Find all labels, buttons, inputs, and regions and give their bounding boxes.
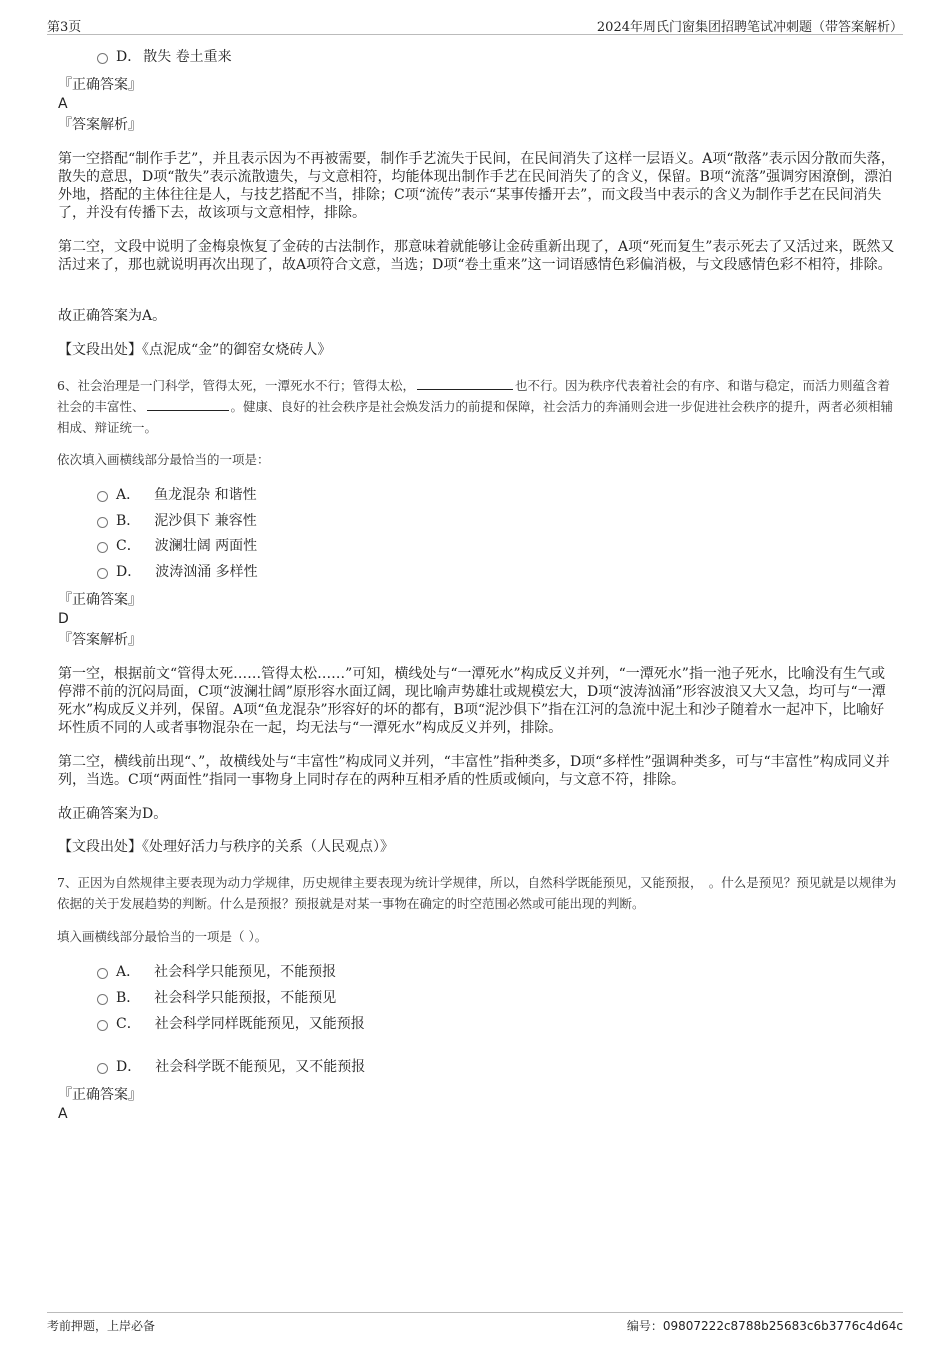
q6-analysis-p1: 第一空，根据前文“管得太死……管得太松……”可知，横线处与“一潭死水”构成反义并列，“一潭死水”指一池子死水，比喻没有生气或停滞不前的沉闷局面，C项“波澜壮阔”原形容水面辽阔，现比喻声势雄壮或规模宏大，D项“波涛汹涌”形容波浪又大又急，均可与“一潭死水”构成反义并列，保留。A项“鱼龙混杂”形容好的坏的都有，B项“泥沙俱下”指在江河的急流中泥土和沙子随着水一起冲下，比喻好坏性质不同的人或者事物混杂在一起，均无法与“一潭死水”构成反义并列，排除。 (58, 666, 886, 736)
option-text: 波澜壮阔 两面性 (154, 538, 258, 554)
q5-answer-label: 『正确答案』 (58, 77, 142, 93)
page-header (47, 14, 903, 35)
document-title: 2024年周氏门窗集团招聘笔试冲刺题（带答案解析） (596, 20, 903, 35)
q7-option-d[interactable] (97, 1058, 365, 1076)
q6-analysis-p2: 第二空，横线前出现“、”，故横线处与“丰富性”构成同义并列，“丰富性”指种类多，D项“多样性”强调种类多，可与“丰富性”构成同义并列，当选。C项“两面性”指同一事物身上同时存在的两种互相矛盾的性质或倾向，与文意不符，排除。 (58, 754, 890, 788)
q6-option-d[interactable] (97, 563, 258, 581)
q6-text-part-b: 也不行。因为秩序代表着社会的有序、和谐与稳定，而活力则蕴含着社会的丰富性、 (57, 378, 890, 414)
q6-question-text (57, 375, 897, 438)
radio-icon[interactable] (97, 491, 108, 502)
radio-icon[interactable] (97, 568, 108, 579)
option-text: 社会科学既不能预见，又不能预报 (155, 1059, 366, 1075)
option-text: 社会科学同样既能预见，又能预报 (154, 1016, 365, 1032)
q6-text-part-a: 6、社会治理是一门科学，管得太死，一潭死水不行；管得太松， (57, 378, 415, 393)
radio-icon[interactable] (97, 968, 108, 979)
q5-option-d[interactable] (97, 48, 232, 66)
document-serial: 编号：09807222c8788b25683c6b3776c4d64c (626, 1319, 903, 1333)
option-letter: D． (116, 564, 142, 580)
q5-answer: A (58, 96, 68, 112)
option-letter: C． (116, 538, 141, 554)
q6-answer: D (58, 611, 69, 627)
option-text: 散失 卷土重来 (143, 49, 232, 65)
q6-prompt: 依次填入画横线部分最恰当的一项是： (57, 452, 270, 467)
radio-icon[interactable] (97, 1020, 108, 1031)
q6-blank-2 (147, 397, 229, 411)
q6-text-part-c: 。健康、良好的社会秩序是社会焕发活力的前提和保障，社会活力的奔涌则会进一步促进社会秩序的提升，两者必须相辅相成、辩证统一。 (57, 399, 894, 435)
q6-option-b[interactable] (97, 512, 257, 530)
q5-analysis-p2: 第二空，文段中说明了金梅泉恢复了金砖的古法制作，那意味着就能够让金砖重新出现了，A项“死而复生”表示死去了又活过来，既然又活过来了，那也就说明再次出现了，故A项符合文意，当选；D项“卷土重来”这一词语感情色彩偏消极，与文段感情色彩不相符，排除。 (58, 239, 895, 273)
q7-answer: A (58, 1106, 68, 1122)
radio-icon[interactable] (97, 517, 108, 528)
radio-icon[interactable] (97, 53, 108, 64)
option-letter: A． (116, 487, 141, 503)
page-number: 第3页 (47, 20, 82, 35)
radio-icon[interactable] (97, 1063, 108, 1074)
q7-option-c[interactable] (97, 1015, 365, 1033)
option-text: 泥沙俱下 兼容性 (154, 513, 257, 529)
option-letter: D． (116, 49, 142, 65)
q6-option-a[interactable] (97, 486, 257, 504)
radio-icon[interactable] (97, 994, 108, 1005)
option-text: 鱼龙混杂 和谐性 (154, 487, 257, 503)
option-letter: B． (116, 513, 141, 529)
q7-option-a[interactable] (97, 963, 336, 981)
option-text: 波涛汹涌 多样性 (155, 564, 258, 580)
option-letter: C． (116, 1016, 141, 1032)
q6-answer-label: 『正确答案』 (58, 592, 142, 608)
q5-conclusion: 故正确答案为A。 (58, 308, 167, 324)
page-footer (47, 1312, 903, 1333)
q7-answer-label: 『正确答案』 (58, 1087, 142, 1103)
q6-option-c[interactable] (97, 537, 257, 555)
option-letter: B． (116, 990, 141, 1006)
q7-option-b[interactable] (97, 989, 336, 1007)
q6-blank-1 (417, 376, 513, 390)
q6-source: 【文段出处】《处理好活力与秩序的关系（人民观点）》 (58, 839, 394, 855)
q5-analysis-p1: 第一空搭配“制作手艺”，并且表示因为不再被需要，制作手艺流失于民间，在民间消失了这样一层语义。A项“散落”表示因分散而失落，散失的意思，D项“散失”表示流散遗失，与文意相符，均能体现出制作手艺在民间消失了的含义，保留。B项“流落”强调穷困潦倒，漂泊外地，搭配的主体往往是人，与技艺搭配不当，排除；C项“流传”表示“某事传播开去”，而文段当中表示的含义为制作手艺在民间消失了，并没有传播下去，故该项与文意相悖，排除。 (58, 151, 895, 221)
footer-slogan: 考前押题，上岸必备 (47, 1319, 156, 1333)
q7-prompt: 填入画横线部分最恰当的一项是（ ）。 (57, 929, 268, 944)
radio-icon[interactable] (97, 542, 108, 553)
option-text: 社会科学只能预见，不能预报 (154, 964, 337, 980)
option-text: 社会科学只能预报，不能预见 (154, 990, 337, 1006)
q7-question-text: 7、正因为自然规律主要表现为动力学规律，历史规律主要表现为统计学规律，所以，自然科学既能预见，又能预报， 。什么是预见？预见就是以规律为依据的关于发展趋势的判断。什么是预报？预报就是对某一事物在确定的时空范围必然或可能出现的判断。 (57, 875, 897, 911)
q5-source: 【文段出处】《点泥成“金”的御窑女烧砖人》 (58, 342, 332, 358)
q5-analysis-label: 『答案解析』 (58, 117, 142, 133)
q6-conclusion: 故正确答案为D。 (58, 806, 168, 822)
q6-analysis-label: 『答案解析』 (58, 632, 142, 648)
option-letter: D． (116, 1059, 142, 1075)
option-letter: A． (116, 964, 141, 980)
